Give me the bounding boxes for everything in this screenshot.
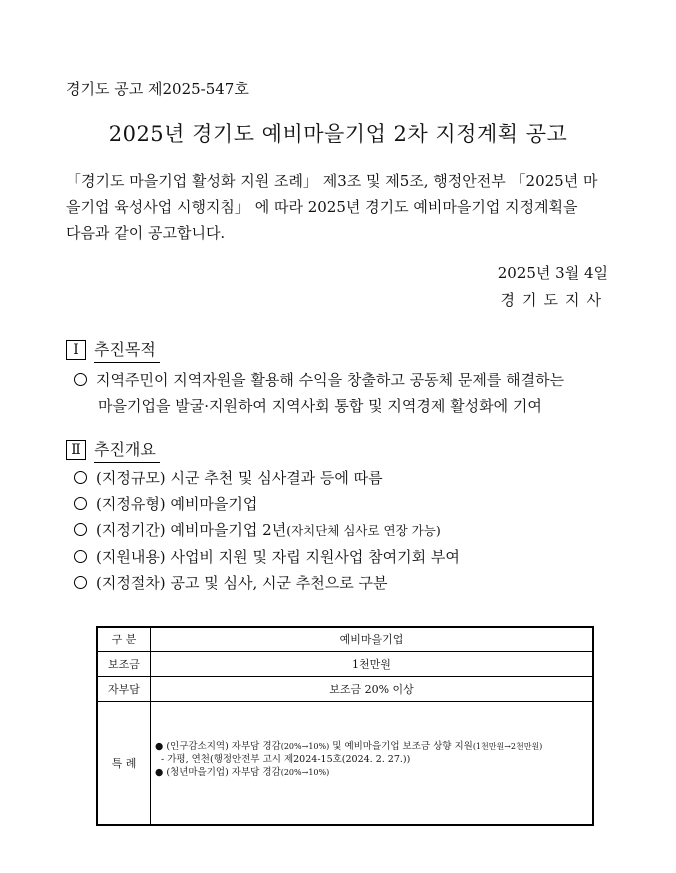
section-number: Ⅱ: [66, 440, 86, 460]
section-2-heading: [66, 437, 160, 463]
table-header-row: [97, 627, 593, 651]
row-value: 1천만원: [151, 651, 594, 676]
item-note: (자치단체 심사로 연장 가능): [286, 523, 441, 538]
support-table: [96, 626, 594, 826]
special-text: (청년마을기업) 자부담 경감: [166, 766, 281, 778]
overview-item: [74, 493, 257, 514]
section-number: Ⅰ: [66, 340, 86, 360]
special-note: (20%→10%): [280, 741, 330, 751]
table-header-cell: 구 분: [97, 627, 151, 651]
special-provisions: [151, 701, 594, 825]
circle-bullet-icon: [74, 497, 87, 510]
special-line: ● (인구감소지역) 자부담 경감(20%→10%) 및 예비마을기업 보조금 상향 지원(1천만원→2천만원): [155, 740, 543, 752]
overview-item: [74, 467, 383, 488]
section-title: 추진목적: [94, 337, 160, 363]
item-label: (지정절차): [96, 574, 166, 592]
row-value: 보조금 20% 이상: [151, 676, 594, 701]
purpose-continuation: 마을기업을 발굴·지원하여 지역사회 통합 및 지역경제 활성화에 기여: [98, 397, 542, 415]
special-line: - 가평, 연천(행정안전부 고시 제2024-15호(2024. 2. 27.)): [161, 753, 411, 765]
overview-item: [74, 519, 441, 540]
item-label: (지정유형): [96, 495, 166, 513]
circle-bullet-icon: [74, 471, 87, 484]
table-row-special: [97, 701, 593, 825]
item-text: 공고 및 심사, 시군 추천으로 구분: [170, 574, 388, 592]
issuer-name: 경기도지사: [500, 291, 608, 309]
purpose-text: 지역주민이 지역자원을 활용해 수익을 창출하고 공동체 문제를 해결하는: [96, 371, 565, 389]
item-label: (지정규모): [96, 469, 166, 487]
item-label: (지정기간): [96, 521, 166, 539]
row-label: 보조금: [97, 651, 151, 676]
intro-line: 「경기도 마을기업 활성화 지원 조례」 제3조 및 제5조, 행정안전부 「2025년 마: [66, 172, 598, 190]
special-note: (20%→10%): [280, 767, 330, 777]
special-text: 및 예비마을기업 보조금 상향 지원: [329, 740, 473, 752]
item-text: 예비마을기업 2년: [170, 521, 287, 539]
row-label: 특 례: [97, 701, 151, 825]
purpose-bullet: [74, 369, 564, 390]
item-text: 시군 추천 및 심사결과 등에 따름: [170, 469, 383, 487]
circle-bullet-icon: [74, 576, 87, 589]
overview-item: [74, 572, 387, 593]
table-header-cell: 예비마을기업: [151, 627, 594, 651]
item-label: (지원내용): [96, 548, 166, 566]
special-note: (1천만원→2천만원): [472, 741, 543, 751]
document-title: 2025년 경기도 예비마을기업 2차 지정계획 공고: [108, 122, 568, 146]
intro-line: 을기업 육성사업 시행지침」 에 따라 2025년 경기도 예비마을기업 지정계획을: [66, 198, 578, 216]
row-label: 자부담: [97, 676, 151, 701]
section-1-heading: [66, 337, 160, 363]
circle-bullet-icon: [74, 373, 87, 386]
circle-bullet-icon: [74, 523, 87, 536]
section-title: 추진개요: [94, 437, 160, 463]
special-text: (인구감소지역) 자부담 경감: [166, 740, 281, 752]
item-text: 예비마을기업: [170, 495, 258, 513]
overview-item: [74, 546, 460, 567]
item-text: 사업비 지원 및 자립 지원사업 참여기회 부여: [170, 548, 460, 566]
intro-line: 다음과 같이 공고합니다.: [66, 224, 226, 242]
special-line: ● (청년마을기업) 자부담 경감(20%→10%): [155, 766, 330, 778]
document-number: 경기도 공고 제2025-547호: [66, 80, 249, 98]
table-row: [97, 651, 593, 676]
table-row: [97, 676, 593, 701]
publication-date: 2025년 3월 4일: [497, 264, 608, 282]
circle-bullet-icon: [74, 550, 87, 563]
